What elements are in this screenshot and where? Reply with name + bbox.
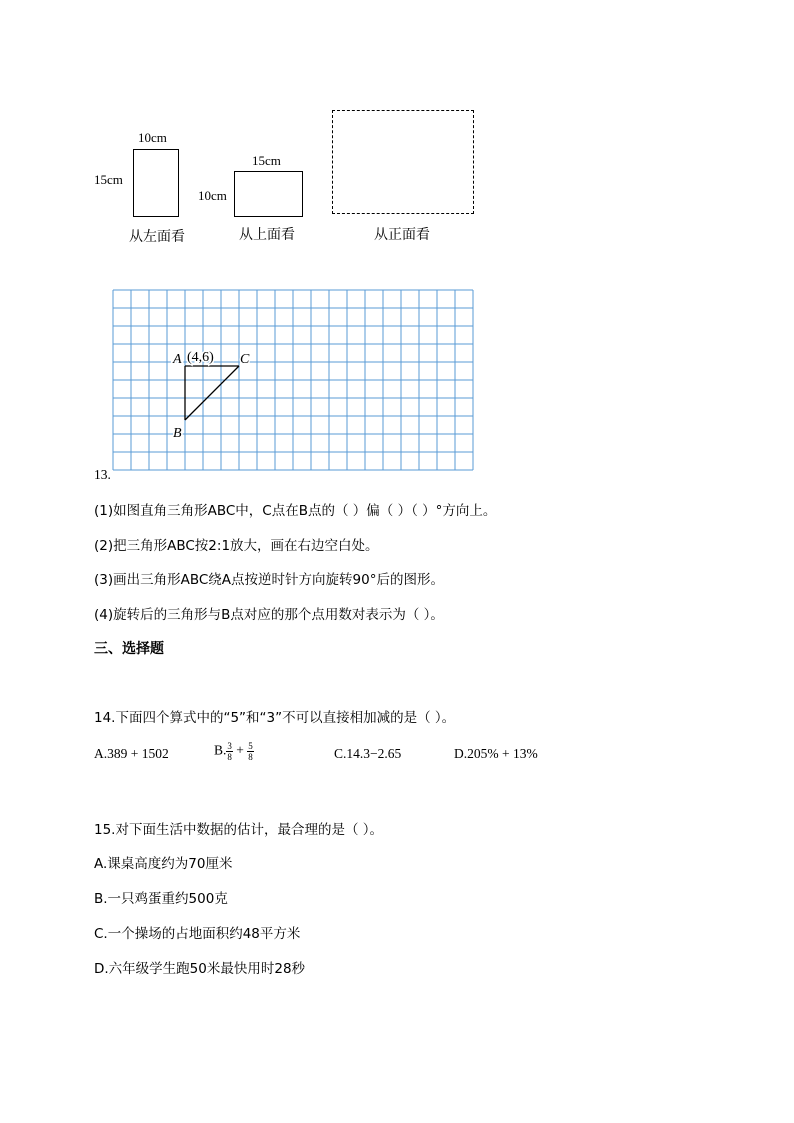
q14-option-b-operator: + xyxy=(232,742,248,758)
point-b-label: B xyxy=(173,426,182,441)
fraction-1-denominator: 8 xyxy=(227,752,232,762)
left-view-height-label: 15cm xyxy=(94,172,123,187)
q14-option-d: D.205% + 13% xyxy=(454,746,538,761)
top-view-width-label: 15cm xyxy=(252,153,281,168)
point-c-label: C xyxy=(240,352,250,367)
left-view-caption: 从左面看 xyxy=(129,229,185,245)
fraction-1-numerator: 3 xyxy=(227,741,232,751)
fraction-2-denominator: 8 xyxy=(248,752,253,762)
q13-part-3: (3)画出三角形ABC绕A点按逆时针方向旋转90°后的图形。 xyxy=(94,572,444,588)
q14-option-b-fraction-2 xyxy=(247,741,254,762)
q15-stem: 15.对下面生活中数据的估计，最合理的是（ ）。 xyxy=(94,822,384,838)
q13-part-4: (4)旋转后的三角形与B点对应的那个点用数对表示为（ ）。 xyxy=(94,607,444,623)
front-view-caption: 从正面看 xyxy=(374,227,430,243)
fraction-2-numerator: 5 xyxy=(248,741,253,751)
q14-option-b-prefix: B. xyxy=(214,742,227,758)
triangle-side-bc xyxy=(185,366,239,420)
coordinate-grid xyxy=(112,289,476,482)
left-view-rectangle xyxy=(133,149,179,217)
point-a-label: A xyxy=(173,352,182,367)
q14-option-c: C.14.3−2.65 xyxy=(334,746,402,761)
question-13-number: 13. xyxy=(94,467,111,482)
q14-option-b xyxy=(214,741,254,762)
front-view-dashed-box xyxy=(332,110,474,214)
three-views-figure xyxy=(90,100,490,250)
q14-stem: 14.下面四个算式中的“5”和“3”不可以直接相加减的是（ ）。 xyxy=(94,710,456,726)
top-view-caption: 从上面看 xyxy=(239,227,295,243)
section-3-title: 三、选择题 xyxy=(94,641,164,657)
q15-option-b: B.一只鸡蛋重约500克 xyxy=(94,891,228,907)
q15-option-c: C.一个操场的占地面积约48平方米 xyxy=(94,926,301,942)
q13-part-2: (2)把三角形ABC按2:1放大，画在右边空白处。 xyxy=(94,538,379,554)
left-view-width-label: 10cm xyxy=(138,130,167,145)
grid-lines xyxy=(113,290,473,470)
q13-part-1: (1)如图直角三角形ABC中，C点在B点的（ ）偏（ ）（ ）°方向上。 xyxy=(94,503,497,519)
top-view-rectangle xyxy=(234,171,303,217)
q15-option-d: D.六年级学生跑50米最快用时28秒 xyxy=(94,961,306,977)
q15-option-a: A.课桌高度约为70厘米 xyxy=(94,856,233,872)
q14-option-a: A.389 + 1502 xyxy=(94,746,169,761)
coordinate-label: (4,6) xyxy=(187,350,214,365)
top-view-height-label: 10cm xyxy=(198,188,227,203)
